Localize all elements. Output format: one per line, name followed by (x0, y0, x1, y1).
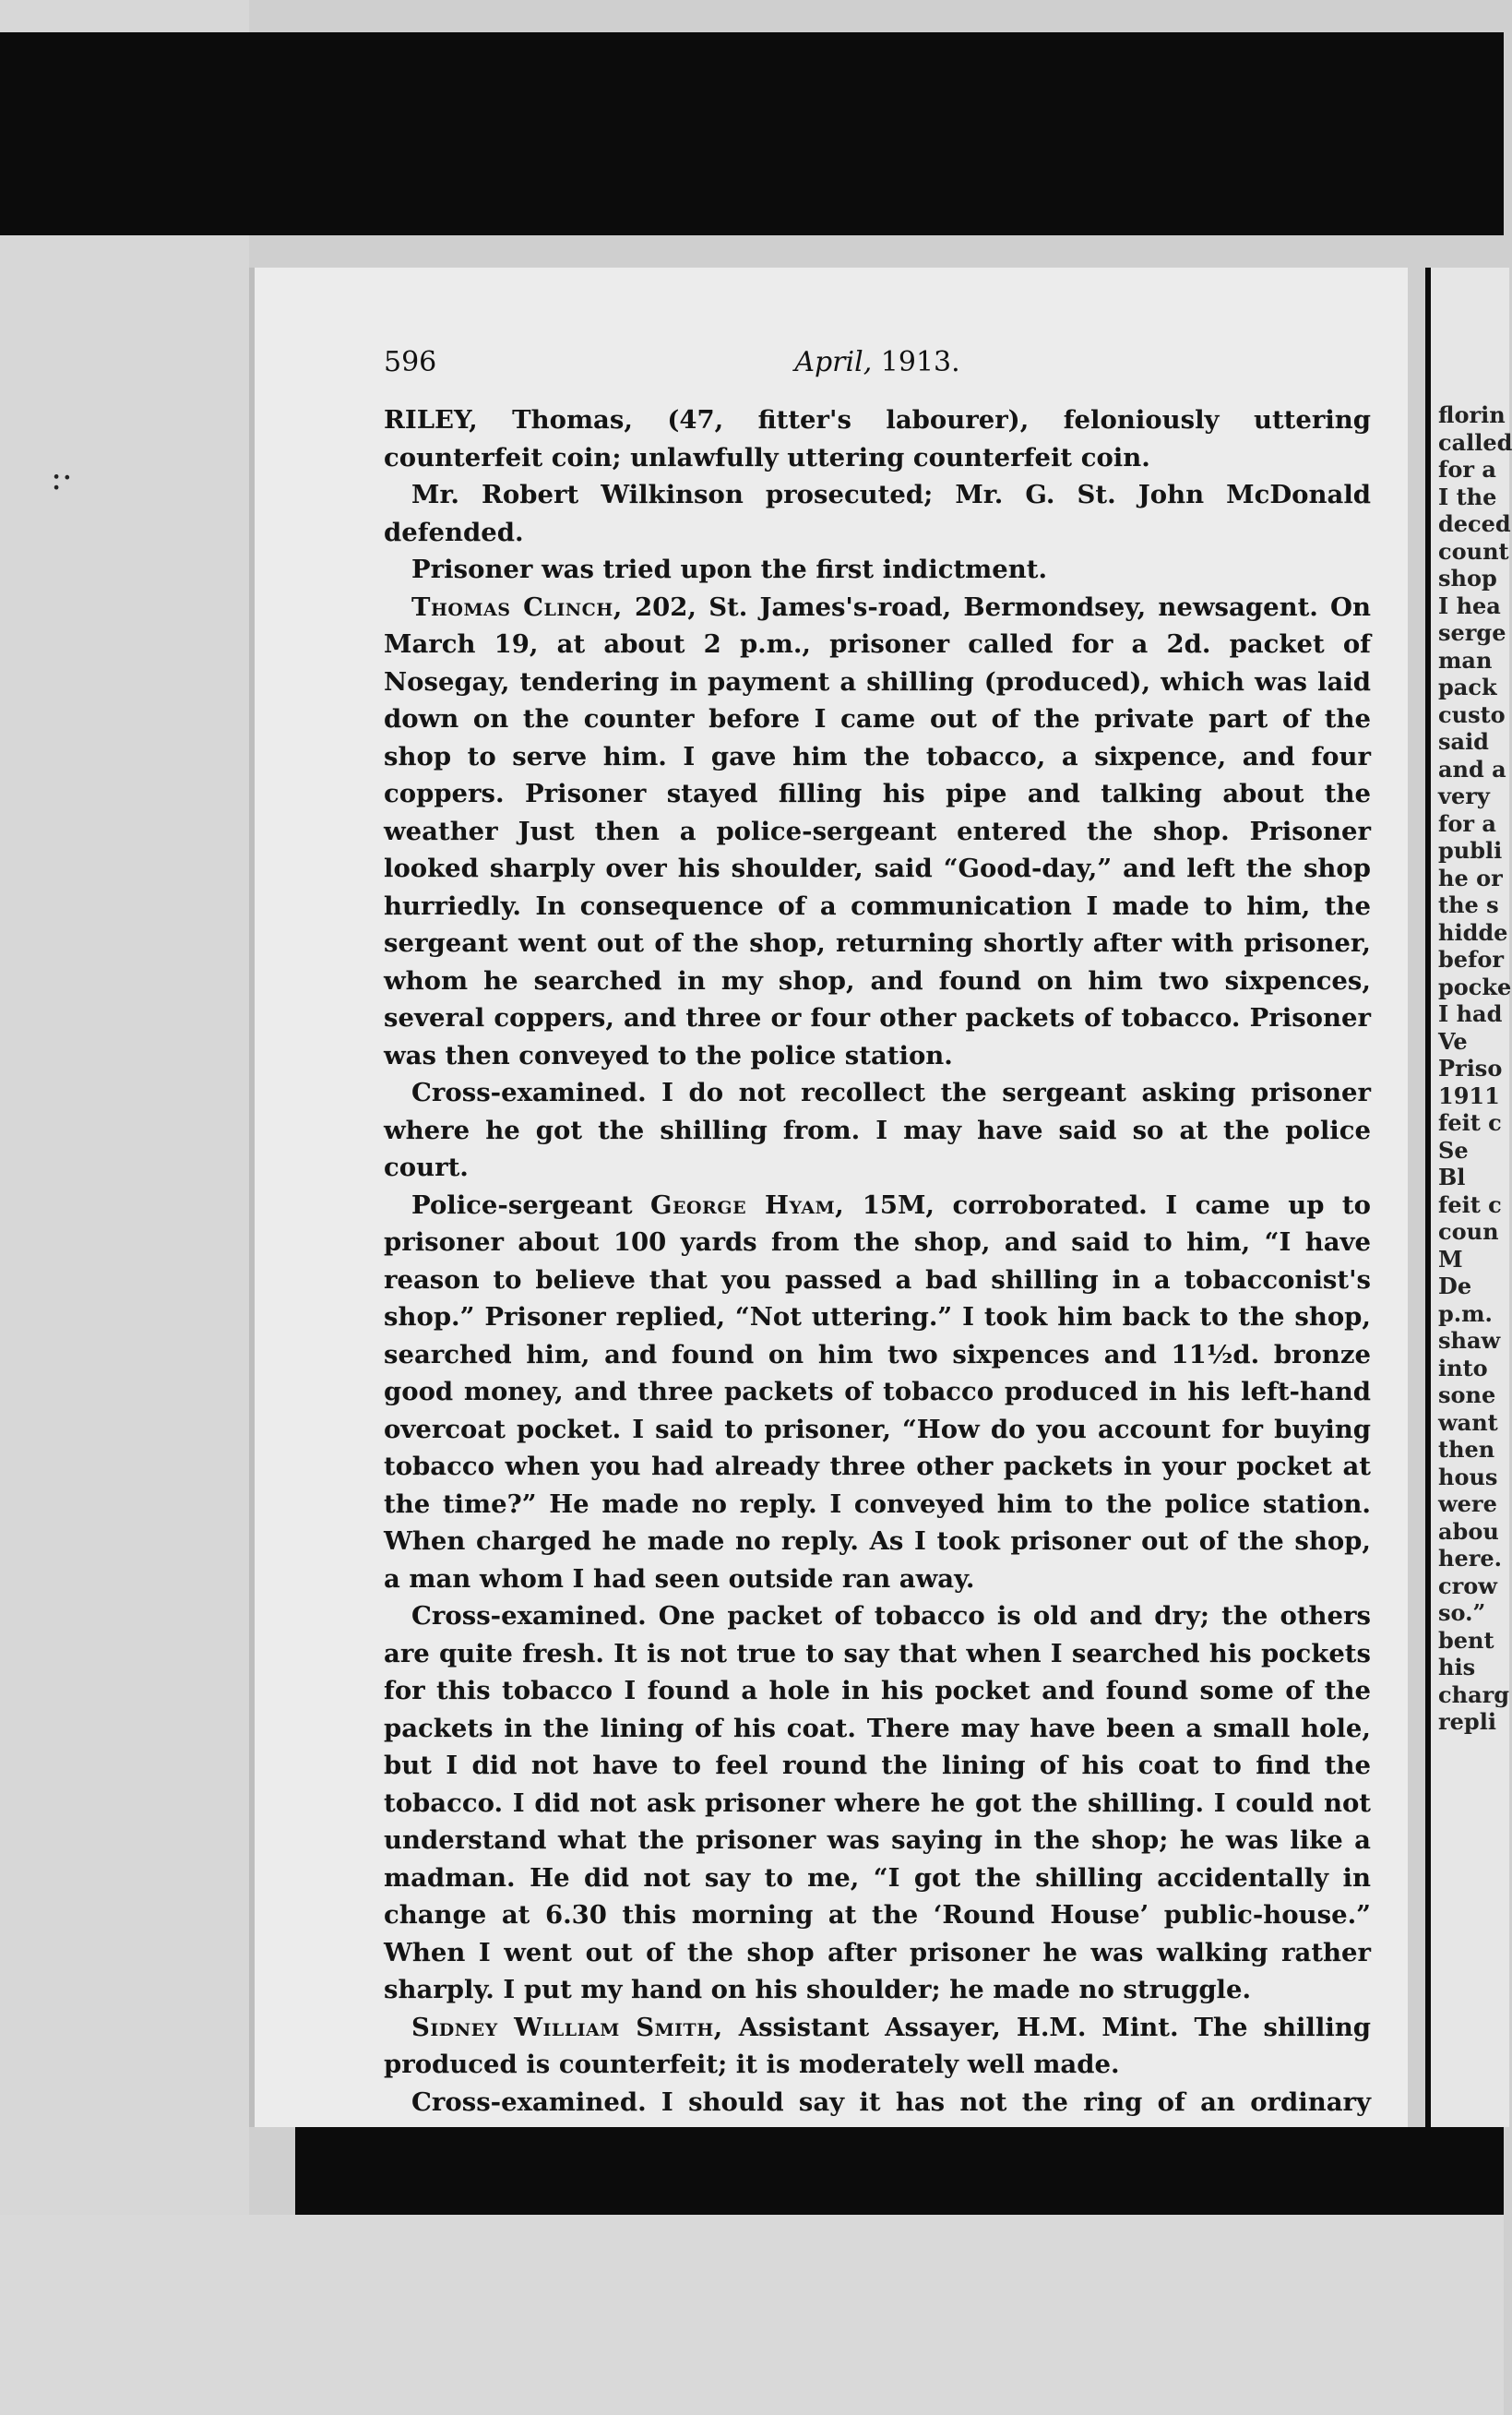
fragment-line: he or (1438, 864, 1503, 891)
fragment-line: into (1438, 1354, 1488, 1381)
fragment-line: for a (1438, 809, 1496, 837)
witness-name: Thomas Clinch, (411, 592, 623, 622)
testimony-text: Assistant Assayer, H.M. Mint. The shilling produced is counterfeit; it is moderately well made. (384, 2012, 1371, 2079)
witness-name: Sidney William Smith, (411, 2012, 723, 2042)
fragment-line: hidde (1438, 918, 1508, 946)
fragment-line: for a (1438, 456, 1496, 483)
testimony-paragraph (384, 2009, 1371, 2084)
fragment-line: shop (1438, 565, 1497, 592)
fragment-line: I had (1438, 1000, 1503, 1027)
testimony-paragraph (384, 1187, 1371, 1598)
fragment-line: were (1438, 1490, 1497, 1517)
fragment-line: so.” (1438, 1599, 1486, 1626)
running-head-month: April, (794, 346, 873, 378)
fragment-line: shaw (1438, 1327, 1501, 1354)
fragment-line: bent (1438, 1626, 1494, 1654)
fragment-line: p.m. (1438, 1299, 1493, 1327)
testimony-text: Cross-examined. One packet of tobacco is old and dry; the others are quite fresh. It is not true to say that when I searched his pockets for this tobacco I found a hole in his pocket and found some of the packets in the lining of his coat. There may have been a small hole, but I did not have to feel round the lining of his coat to find the tobacco. I did not ask prisoner where he got the shilling. I could not understand what the prisoner was saying in the shop; he was like a madman. He did not say to me, “I got the shilling accidentally in change at 6.30 this morning at the ‘Round House’ public-house.” When I went out of the shop after prisoner he was walking rather sharply. I put my hand on his shoulder; he made no struggle. (384, 1601, 1371, 2004)
fragment-line: feit c (1438, 1190, 1502, 1218)
testimony-paragraph (384, 1074, 1371, 1187)
fragment-line: befor (1438, 946, 1505, 973)
witness-name: George Hyam, (650, 1190, 845, 1220)
bottom-background (0, 2215, 1504, 2415)
fragment-line: want (1438, 1408, 1498, 1436)
fragment-line: here. (1438, 1545, 1502, 1572)
top-black-bar (0, 32, 1504, 235)
testimony-paragraph (384, 589, 1371, 1075)
fragment-line: feit c (1438, 1109, 1502, 1136)
page-content (384, 346, 1371, 2283)
fragment-line: crow (1438, 1572, 1497, 1599)
indictment-line: Prisoner was tried upon the first indictment. (411, 555, 1048, 584)
testimony-text: 202, St. James's-road, Bermondsey, newsagent. On March 19, at about 2 p.m., prisoner called for a 2d. packet of Nosegay, tendering in payment a shilling (produced), which was laid down on the counter before I came out of the private part of the shop to serve him. I gave him the tobacco, a sixpence, and four coppers. Prisoner stayed filling his pipe and talking about the weather Just then a police-sergeant entered the shop. Prisoner looked sharply over his shoulder, said “Good-day,” and left the shop hurriedly. In consequence of a communication I made to him, the sergeant went out of the shop, returning shortly after with prisoner, whom he searched in my shop, and found on him two sixpences, several coppers, and three or four other packets of tobacco. Prisoner was then conveyed to the police station. (384, 592, 1371, 1070)
counsel-line: Mr. Robert Wilkinson prosecuted; Mr. G. St. John McDonald defended. (384, 480, 1371, 547)
fragment-line: I hea (1438, 592, 1501, 619)
fragment-line: Se (1438, 1136, 1469, 1164)
running-head-year: 1913. (880, 346, 960, 378)
fragment-line: and a (1438, 755, 1506, 783)
fragment-line: abou (1438, 1517, 1499, 1545)
fragment-line: count (1438, 537, 1509, 565)
testimony-text: Cross-examined. I do not recollect the sergeant asking prisoner where he got the shilling from. I may have said so at the police court. (384, 1078, 1371, 1182)
fragment-line: coun (1438, 1218, 1499, 1245)
fragment-line: pack (1438, 674, 1497, 700)
adjacent-page-fragment (1425, 268, 1512, 2127)
testimony-paragraph (384, 1597, 1371, 2009)
fragment-line: M (1438, 1245, 1463, 1273)
fragment-line: Ve (1438, 1027, 1468, 1055)
fragment-line: man (1438, 646, 1493, 674)
fragment-line: Bl (1438, 1164, 1466, 1190)
book-page (249, 268, 1408, 2127)
fragment-line: De (1438, 1273, 1472, 1299)
running-head (384, 346, 1371, 378)
fragment-line: serge (1438, 619, 1506, 646)
fragment-line: I the (1438, 483, 1497, 510)
fragment-line: Priso (1438, 1055, 1503, 1082)
fragment-line: custo (1438, 700, 1506, 728)
fragment-line: sone (1438, 1381, 1496, 1408)
fragment-line: very (1438, 783, 1490, 809)
fragment-line: the s (1438, 891, 1499, 918)
fragment-line: then (1438, 1436, 1495, 1463)
testimony-text: Cross-examined. I should say it has not the ring of an ordinary (411, 2086, 1371, 2117)
fragment-line: pocke (1438, 973, 1512, 1000)
testimony-text: 15M, corroborated. I came up to prisoner about 100 yards from the shop, and said to him, “I have reason to believe that you passed a bad shilling in a tobacconist's shop.” Prisoner replied, “Not uttering.” I took him back to the shop, searched him, and found on him two sixpences and 11½d. bronze good money, and three packets of tobacco produced in his left-hand overcoat pocket. I said to prisoner, “How do you account for buying tobacco when you had already three other packets in your pocket at the time?” He made no reply. I conveyed him to the police station. When charged he made no reply. As I took prisoner out of the shop, a man whom I had seen outside ran away. (384, 1190, 1371, 1594)
bottom-black-bar (295, 2127, 1504, 2215)
margin-marks: :· (51, 460, 73, 497)
left-background (0, 0, 249, 2415)
fragment-line: said (1438, 728, 1489, 755)
fragment-line: called (1438, 428, 1512, 456)
fragment-line: deced (1438, 510, 1511, 537)
fragment-line: repli (1438, 1708, 1496, 1735)
witness-title: Police-sergeant (411, 1190, 633, 1220)
case-title (384, 401, 1371, 476)
page-header (384, 346, 1371, 401)
fragment-line: his (1438, 1654, 1476, 1680)
defendant-name: RILEY, (384, 405, 478, 435)
fragment-line: hous (1438, 1463, 1498, 1490)
case-description: Thomas, (47, fitter's labourer), feloniously uttering counterfeit coin; unlawfully uttering counterfeit coin. (384, 405, 1372, 472)
fragment-line: charg (1438, 1680, 1510, 1708)
fragment-line: 1911 (1438, 1082, 1500, 1109)
fragment-line: publi (1438, 837, 1503, 864)
page-number: 596 (384, 346, 437, 378)
fragment-line: florin (1438, 401, 1506, 428)
